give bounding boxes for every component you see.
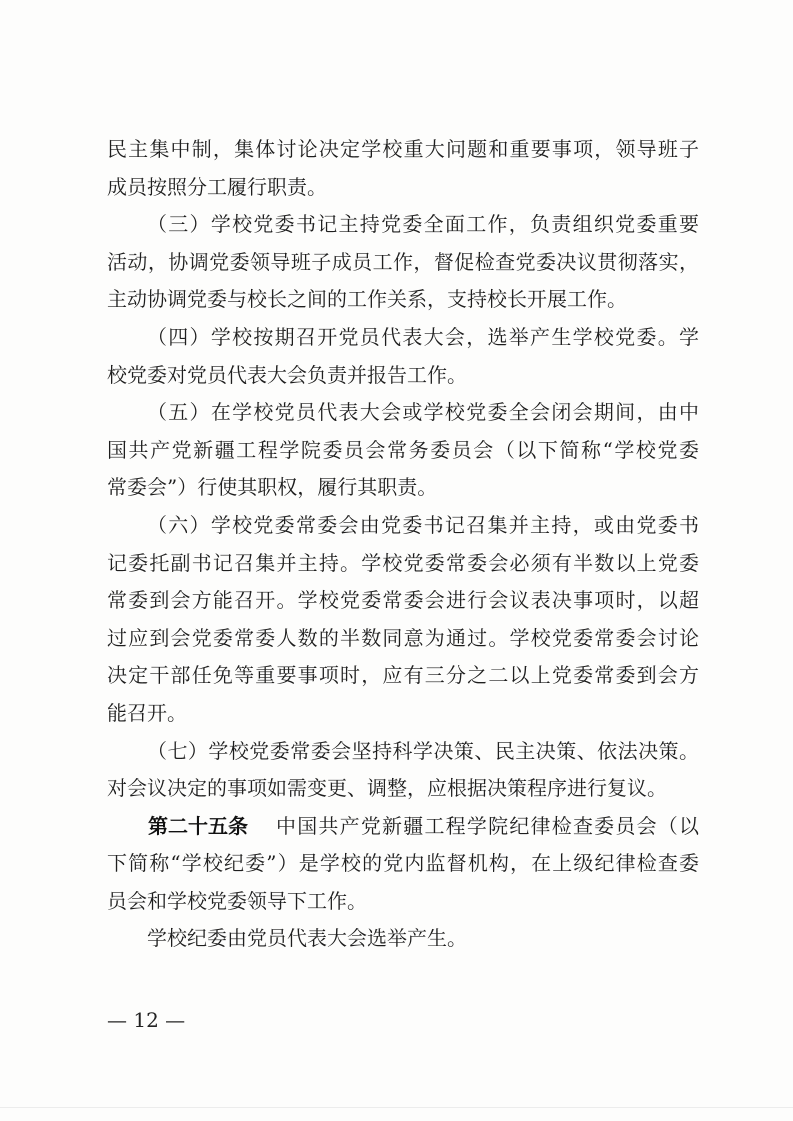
text-line: 决定干部任免等重要事项时，应有三分之二以上党委常委到会方: [107, 663, 699, 688]
text-line: 校党委对党员代表大会负责并报告工作。: [107, 362, 467, 387]
text-line: 下简称“学校纪委”）是学校的党内监督机构，在上级纪律检查委: [107, 851, 699, 876]
paragraph-item-5: [107, 394, 699, 507]
text-line: （七）学校党委常委会坚持科学决策、民主决策、依法决策。: [147, 738, 699, 763]
article-heading: 第二十五条: [148, 813, 248, 838]
text-line: 常委会”）行使其职权，履行其职责。: [107, 475, 438, 500]
text-line: 主动协调党委与校长之间的工作关系，支持校长开展工作。: [107, 287, 627, 312]
text-line: 国共产党新疆工程学院委员会常务委员会（以下简称“学校党委: [107, 437, 699, 462]
scan-edge-line: [0, 1107, 793, 1108]
paragraph-discipline-election: [107, 920, 699, 958]
text-line: 对会议决定的事项如需变更、调整，应根据决策程序进行复议。: [107, 776, 667, 801]
article-first-line: [107, 808, 699, 846]
text-line: 中国共产党新疆工程学院纪律检查委员会（以: [276, 813, 699, 838]
article-25: [107, 808, 699, 921]
text-line: 成员按照分工履行职责。: [107, 174, 327, 199]
text-line: 员会和学校党委领导下工作。: [107, 888, 367, 913]
paragraph-item-3: [107, 206, 699, 319]
text-line: 常委到会方能召开。学校党委常委会进行会议表决事项时，以超: [107, 588, 699, 613]
text-line: （三）学校党委书记主持党委全面工作，负责组织党委重要: [147, 212, 699, 237]
text-line: 过应到会党委常委人数的半数同意为通过。学校党委常委会讨论: [107, 625, 699, 650]
paragraph-continuation: [107, 131, 699, 206]
body-text: [107, 131, 699, 958]
text-line: 学校纪委由党员代表大会选举产生。: [147, 926, 467, 951]
text-line: 活动，协调党委领导班子成员工作，督促检查党委决议贯彻落实，: [107, 249, 699, 274]
text-line: （四）学校按期召开党员代表大会，选举产生学校党委。学: [147, 324, 699, 349]
text-line: （六）学校党委常委会由党委书记召集并主持，或由党委书: [147, 512, 699, 537]
text-line: 民主集中制，集体讨论决定学校重大问题和重要事项，领导班子: [107, 137, 699, 161]
page-number: — 12 —: [107, 1008, 186, 1032]
paragraph-item-4: [107, 319, 699, 394]
text-line: （五）在学校党员代表大会或学校党委全会闭会期间，由中: [147, 400, 699, 425]
paragraph-item-6: [107, 507, 699, 733]
text-line: 记委托副书记召集并主持。学校党委常委会必须有半数以上党委: [107, 550, 699, 575]
paragraph-item-7: [107, 733, 699, 808]
text-line: 能召开。: [107, 700, 187, 725]
